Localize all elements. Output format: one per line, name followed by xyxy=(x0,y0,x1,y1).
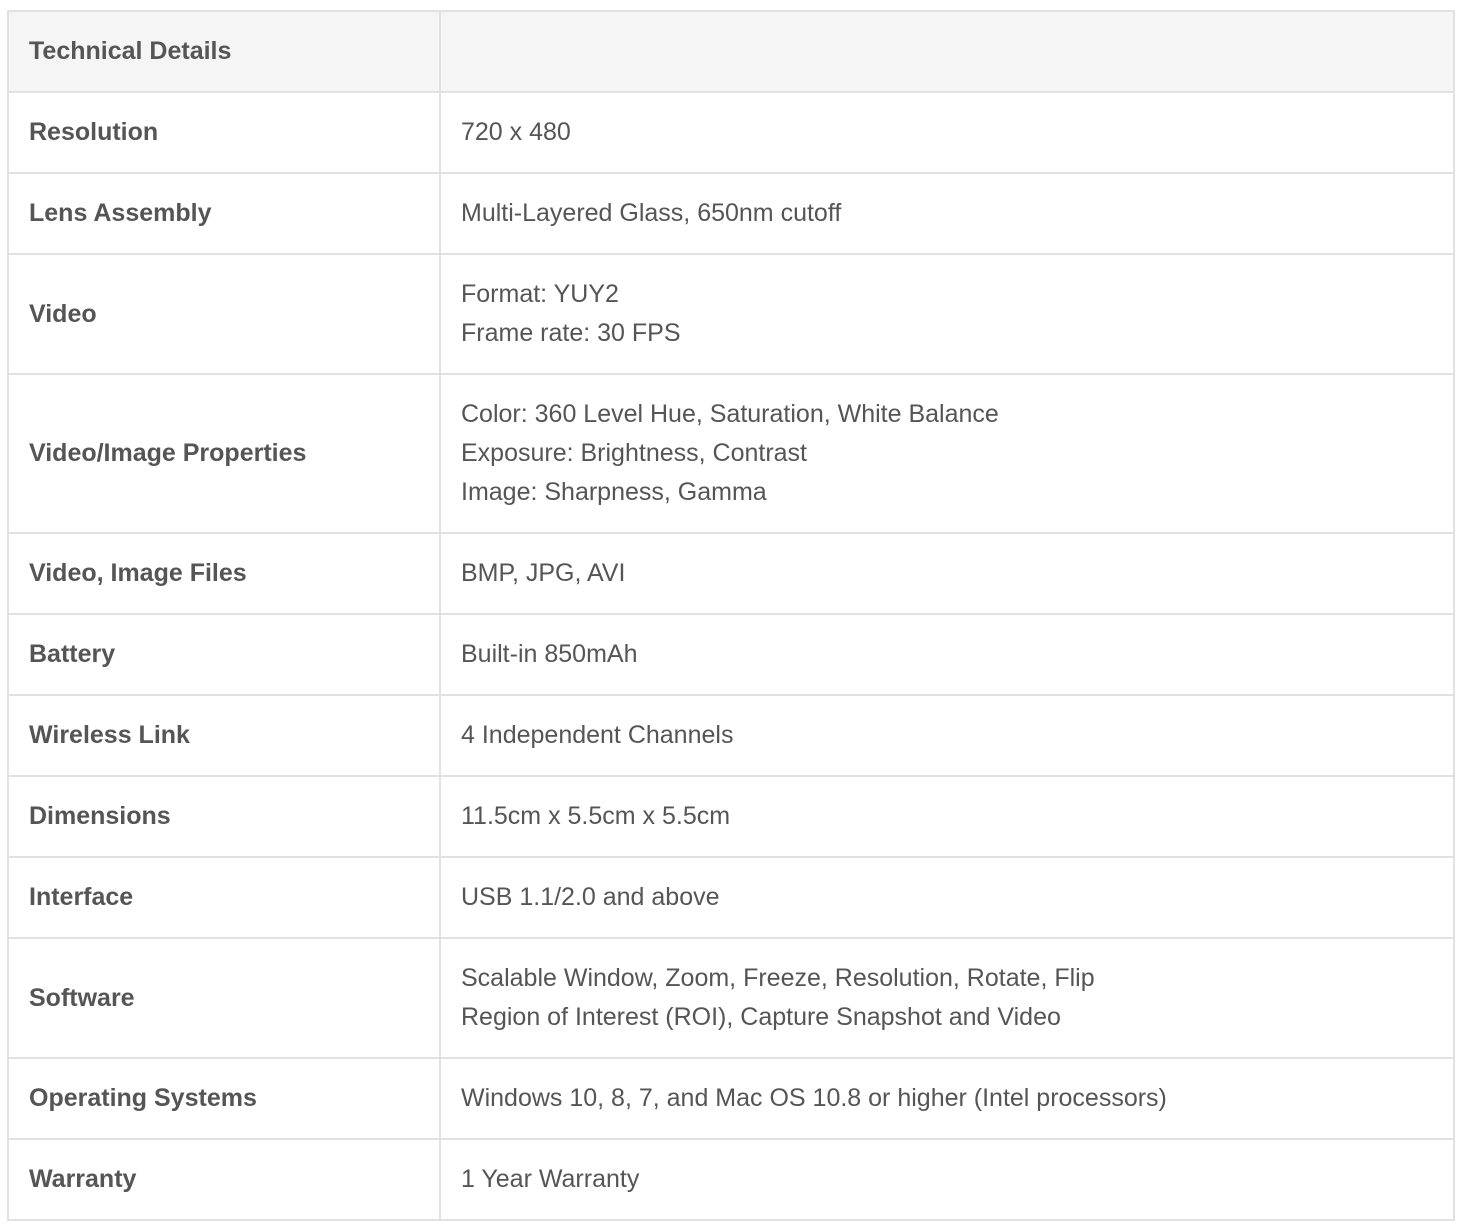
table-row xyxy=(8,1058,1454,1139)
row-value xyxy=(440,374,1454,533)
row-value xyxy=(440,533,1454,614)
table-row xyxy=(8,1139,1454,1220)
row-label: Dimensions xyxy=(8,776,440,857)
row-label: Video xyxy=(8,254,440,374)
row-label: Interface xyxy=(8,857,440,938)
table-body xyxy=(8,92,1454,1220)
table-header-value xyxy=(440,11,1454,92)
row-value xyxy=(440,173,1454,254)
row-label: Lens Assembly xyxy=(8,173,440,254)
row-value-line: USB 1.1/2.0 and above xyxy=(461,883,720,911)
row-value xyxy=(440,92,1454,173)
row-value xyxy=(440,695,1454,776)
row-value xyxy=(440,776,1454,857)
row-value-line: Windows 10, 8, 7, and Mac OS 10.8 or higher (Intel processors) xyxy=(461,1084,1167,1112)
row-value-line: Exposure: Brightness, Contrast xyxy=(461,439,807,467)
row-label: Video, Image Files xyxy=(8,533,440,614)
row-label: Software xyxy=(8,938,440,1058)
row-label: Wireless Link xyxy=(8,695,440,776)
row-value-line: Frame rate: 30 FPS xyxy=(461,319,681,347)
table-row xyxy=(8,374,1454,533)
technical-details-container xyxy=(7,10,1453,1221)
table-row xyxy=(8,776,1454,857)
row-value xyxy=(440,254,1454,374)
table-header-row xyxy=(8,11,1454,92)
row-value-line: Multi-Layered Glass, 650nm cutoff xyxy=(461,199,842,227)
technical-details-table xyxy=(7,10,1455,1221)
table-row xyxy=(8,938,1454,1058)
row-value-line: Color: 360 Level Hue, Saturation, White Balance xyxy=(461,400,999,428)
row-value-line: Built-in 850mAh xyxy=(461,640,638,668)
row-value-line: Region of Interest (ROI), Capture Snapshot and Video xyxy=(461,1003,1061,1031)
row-value-line: Scalable Window, Zoom, Freeze, Resolution, Rotate, Flip xyxy=(461,964,1095,992)
row-label: Video/Image Properties xyxy=(8,374,440,533)
row-value-line: 4 Independent Channels xyxy=(461,721,734,749)
row-value-line: 11.5cm x 5.5cm x 5.5cm xyxy=(461,802,731,830)
row-value xyxy=(440,1058,1454,1139)
table-row xyxy=(8,254,1454,374)
row-label: Battery xyxy=(8,614,440,695)
row-value xyxy=(440,614,1454,695)
table-row xyxy=(8,533,1454,614)
row-label: Resolution xyxy=(8,92,440,173)
table-row xyxy=(8,173,1454,254)
table-row xyxy=(8,614,1454,695)
table-row xyxy=(8,92,1454,173)
table-header-label: Technical Details xyxy=(8,11,440,92)
row-value xyxy=(440,1139,1454,1220)
row-value-line: 720 x 480 xyxy=(461,118,571,146)
row-label: Operating Systems xyxy=(8,1058,440,1139)
row-value xyxy=(440,938,1454,1058)
table-row xyxy=(8,695,1454,776)
row-value xyxy=(440,857,1454,938)
row-value-line: Image: Sharpness, Gamma xyxy=(461,478,767,506)
row-value-line: 1 Year Warranty xyxy=(461,1165,640,1193)
row-value-line: Format: YUY2 xyxy=(461,280,619,308)
row-label: Warranty xyxy=(8,1139,440,1220)
row-value-line: BMP, JPG, AVI xyxy=(461,559,626,587)
table-row xyxy=(8,857,1454,938)
